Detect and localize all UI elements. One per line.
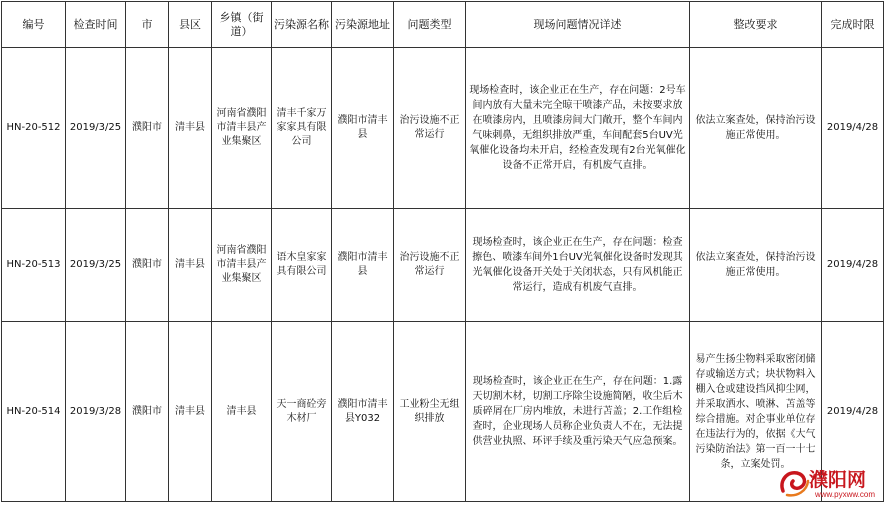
header-deadline: 完成时限 <box>822 2 884 48</box>
header-source-address: 污染源地址 <box>332 2 394 48</box>
header-source-name: 污染源名称 <box>272 2 332 48</box>
header-problem-type: 问题类型 <box>394 2 466 48</box>
site-watermark <box>777 465 887 503</box>
watermark-url: www.pyxww.com <box>815 490 876 499</box>
cell-city: 濮阳市 <box>126 48 169 209</box>
cell-id: HN-20-512 <box>2 48 66 209</box>
header-row <box>2 2 884 48</box>
cell-source-name: 天一商砼旁木材厂 <box>272 322 332 502</box>
cell-deadline: 2019/4/28 <box>822 48 884 209</box>
cell-city: 濮阳市 <box>126 209 169 322</box>
cell-id: HN-20-514 <box>2 322 66 502</box>
cell-requirement: 依法立案查处，保持治污设施正常使用。 <box>690 209 822 322</box>
cell-detail: 现场检查时，该企业正在生产，存在问题：检查擦色、喷漆车间外1台UV光氧催化设备时发现其光氧催化设备开关处于关闭状态，只有风机能正常运行，造成有机废气直排。 <box>466 209 690 322</box>
cell-source-name: 清丰千家万家家具有限公司 <box>272 48 332 209</box>
header-requirement: 整改要求 <box>690 2 822 48</box>
header-town: 乡镇（街道） <box>212 2 272 48</box>
header-county: 县区 <box>169 2 212 48</box>
cell-date: 2019/3/28 <box>66 322 126 502</box>
cell-city: 濮阳市 <box>126 322 169 502</box>
cell-county: 清丰县 <box>169 322 212 502</box>
cell-source-address: 濮阳市清丰县 <box>332 48 394 209</box>
swirl-logo-icon <box>777 465 811 499</box>
cell-source-name: 语木皇家家具有限公司 <box>272 209 332 322</box>
cell-date: 2019/3/25 <box>66 209 126 322</box>
table-row <box>2 209 884 322</box>
cell-source-address: 濮阳市清丰县 <box>332 209 394 322</box>
cell-detail: 现场检查时，该企业正在生产，存在问题：2号车间内放有大量未完全晾干喷漆产品，未按要求放在喷漆房内，且喷漆房间大门敞开，整个车间内气味刺鼻，无组织排放严重，车间配套5台UV光氧催化设备均未开启，经检查发现有2台光氧催化设备不正常开启，有机废气直排。 <box>466 48 690 209</box>
table-row <box>2 48 884 209</box>
cell-deadline: 2019/4/28 <box>822 322 884 502</box>
cell-requirement: 易产生扬尘物料采取密闭储存或输送方式；块状物料入棚入仓或建设挡风抑尘网，并采取洒水、喷淋、苫盖等综合措施。对企事业单位存在违法行为的，依据《大气污染防治法》第一百一十七条，立案处罚。 <box>690 322 822 502</box>
header-city: 市 <box>126 2 169 48</box>
table-row <box>2 322 884 502</box>
cell-problem-type: 工业粉尘无组织排放 <box>394 322 466 502</box>
cell-problem-type: 治污设施不正常运行 <box>394 48 466 209</box>
cell-id: HN-20-513 <box>2 209 66 322</box>
cell-source-address: 濮阳市清丰县Y032 <box>332 322 394 502</box>
header-detail: 现场问题情况详述 <box>466 2 690 48</box>
cell-requirement: 依法立案查处，保持治污设施正常使用。 <box>690 48 822 209</box>
cell-date: 2019/3/25 <box>66 48 126 209</box>
cell-deadline: 2019/4/28 <box>822 209 884 322</box>
cell-county: 清丰县 <box>169 209 212 322</box>
cell-county: 清丰县 <box>169 48 212 209</box>
header-id: 编号 <box>2 2 66 48</box>
cell-problem-type: 治污设施不正常运行 <box>394 209 466 322</box>
header-date: 检查时间 <box>66 2 126 48</box>
cell-detail: 现场检查时，该企业正在生产，存在问题：1.露天切割木材，切割工序除尘设施简陋，收尘后木质碎屑在厂房内堆放，未进行苫盖；2.工作组检查时，企业现场人员称企业负责人不在，无法提供营业执照、环评手续及重污染天气应急预案。 <box>466 322 690 502</box>
cell-town: 清丰县 <box>212 322 272 502</box>
inspection-table <box>1 1 884 502</box>
cell-town: 河南省濮阳市清丰县产业集聚区 <box>212 209 272 322</box>
cell-town: 河南省濮阳市清丰县产业集聚区 <box>212 48 272 209</box>
watermark-text: 濮阳网 <box>809 469 867 491</box>
